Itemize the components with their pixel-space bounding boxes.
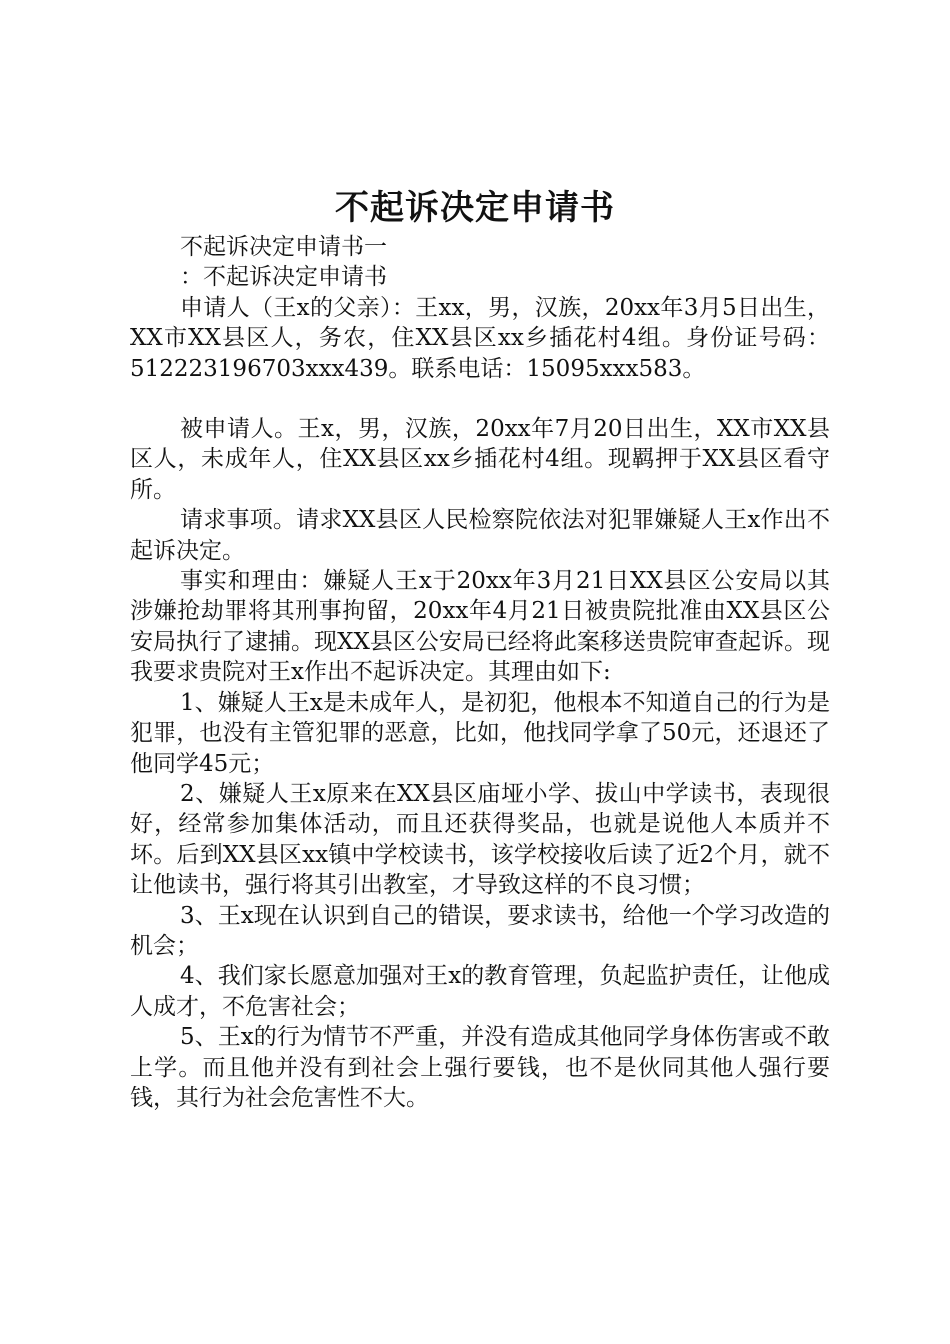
facts-paragraph: 事实和理由：嫌疑人王x于20xx年3月21日XX县区公安局以其涉嫌抢劫罪将其刑事拘留，20xx年4月21日被贵院批准由XX县区公安局执行了逮捕。现XX县区公安局已经将此案移送贵院审查起诉。现我要求贵院对王x作出不起诉决定。其理由如下:: [130, 568, 830, 686]
document-title: 不起诉决定申请书: [335, 188, 615, 228]
request-paragraph: 请求事项。请求XX县区人民检察院依法对犯罪嫌疑人王x作出不起诉决定。: [130, 507, 830, 564]
reason-item-1: 1、嫌疑人王x是未成年人，是初犯，他根本不知道自己的行为是犯罪，也没有主管犯罪的恶意，比如，他找同学拿了50元，还退还了他同学45元；: [130, 689, 830, 777]
reason-item-2: 2、嫌疑人王x原来在XX县区庙垭小学、拔山中学读书，表现很好，经常参加集体活动，而且还获得奖品，也就是说他人本质并不坏。后到XX县区xx镇中学校读书，该学校接收后读了近2个月，就不让他读书，强行将其引出教室，才导致这样的不良习惯；: [130, 780, 830, 899]
reason-item-4: 4、我们家长愿意加强对王x的教育管理，负起监护责任，让他成人成才，不危害社会；: [130, 963, 830, 1020]
reason-item-5: 5、王x的行为情节不严重，并没有造成其他同学身体伤害或不敢上学。而且他并没有到社会上强行要钱，也不是伙同其他人强行要钱，其行为社会危害性不大。: [130, 1024, 830, 1111]
document-body: [130, 232, 830, 1113]
respondent-paragraph: 被申请人。王x，男，汉族，20xx年7月20日出生，XX市XX县区人，未成年人，住XX县区xx乡插花村4组。现羁押于XX县区看守所。: [130, 416, 830, 503]
applicant-paragraph: 申请人（王x的父亲）：王xx，男，汉族，20xx年3月5日出生，XX市XX县区人，务农，住XX县区xx乡插花村4组。身份证号码：512223196703xxx439。联系电话：15095xxx583。: [130, 294, 830, 382]
subheading: ：不起诉决定申请书: [180, 264, 387, 291]
reason-item-3: 3、王x现在认识到自己的错误，要求读书，给他一个学习改造的机会；: [130, 902, 830, 959]
section-heading: 不起诉决定申请书一: [180, 234, 387, 260]
